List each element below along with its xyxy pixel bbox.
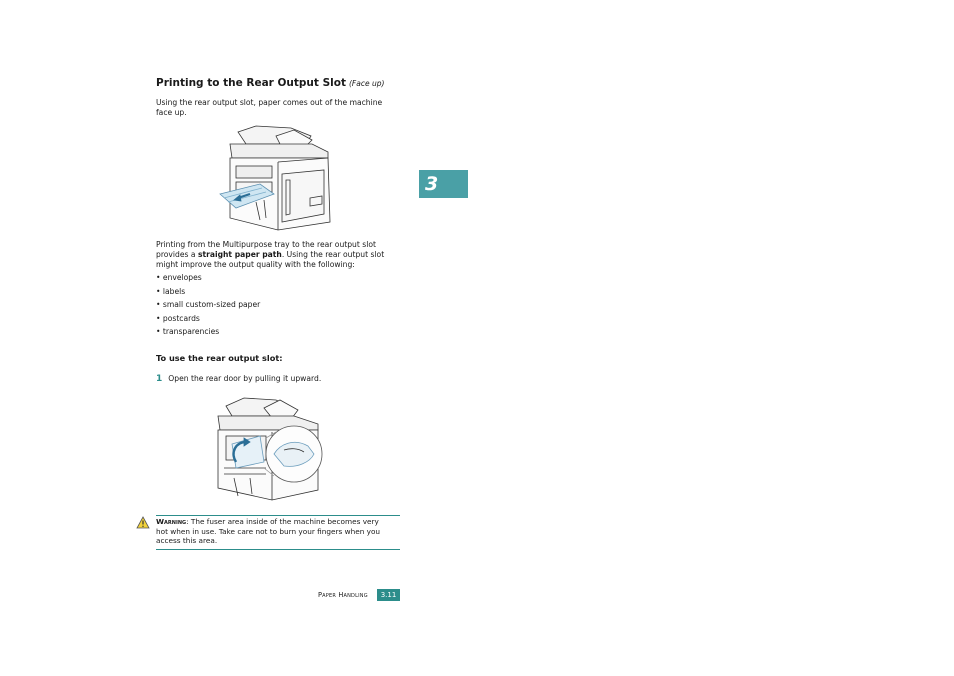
warning-line: hot when in use. Take care not to burn your fingers when you	[156, 526, 381, 536]
intro-paragraph	[156, 98, 396, 118]
section-title-note: (Face up)	[348, 79, 385, 88]
warning-line-text: : The fuser area inside of the machine becomes very	[186, 517, 379, 526]
section-title	[156, 77, 384, 89]
warning-icon	[136, 516, 150, 529]
list-item: • envelopes	[156, 273, 202, 282]
list-item: • small custom-sized paper	[156, 300, 261, 309]
paragraph-line: Printing from the Multipurpose tray to the rear output slot	[156, 240, 376, 249]
chapter-number: 3	[425, 173, 439, 195]
intro-line: Using the rear output slot, paper comes out of the machine	[156, 98, 383, 107]
step-number: 1	[156, 374, 163, 384]
straight-paper-path-emphasis: straight paper path	[197, 250, 282, 259]
chapter-tab	[419, 170, 468, 198]
footer-section-name: Paper Handling	[318, 591, 368, 599]
page-number: 3.11	[380, 591, 397, 599]
paragraph-text: provides a	[156, 250, 198, 259]
intro-line: face up.	[156, 108, 187, 117]
warning-line: access this area.	[156, 536, 218, 546]
paragraph-line: might improve the output quality with the following:	[156, 260, 355, 269]
list-item: • postcards	[156, 314, 200, 323]
paragraph-line	[156, 250, 396, 260]
list-item: • transparencies	[156, 327, 220, 336]
rear-output-printer-illustration	[216, 122, 336, 232]
list-item: • labels	[156, 287, 186, 296]
page-number-badge	[377, 589, 400, 601]
warning-label: Warning	[156, 517, 187, 526]
paragraph-text: . Using the rear output slot	[281, 250, 385, 259]
step-text: Open the rear door by pulling it upward.	[168, 374, 322, 383]
open-rear-door-illustration	[214, 392, 324, 504]
warning-line	[156, 517, 398, 527]
body-paragraph	[156, 240, 396, 270]
procedure-heading: To use the rear output slot:	[156, 353, 283, 363]
procedure-step	[156, 374, 321, 384]
section-title-text: Printing to the Rear Output Slot	[156, 77, 346, 89]
warning-text	[156, 517, 398, 546]
